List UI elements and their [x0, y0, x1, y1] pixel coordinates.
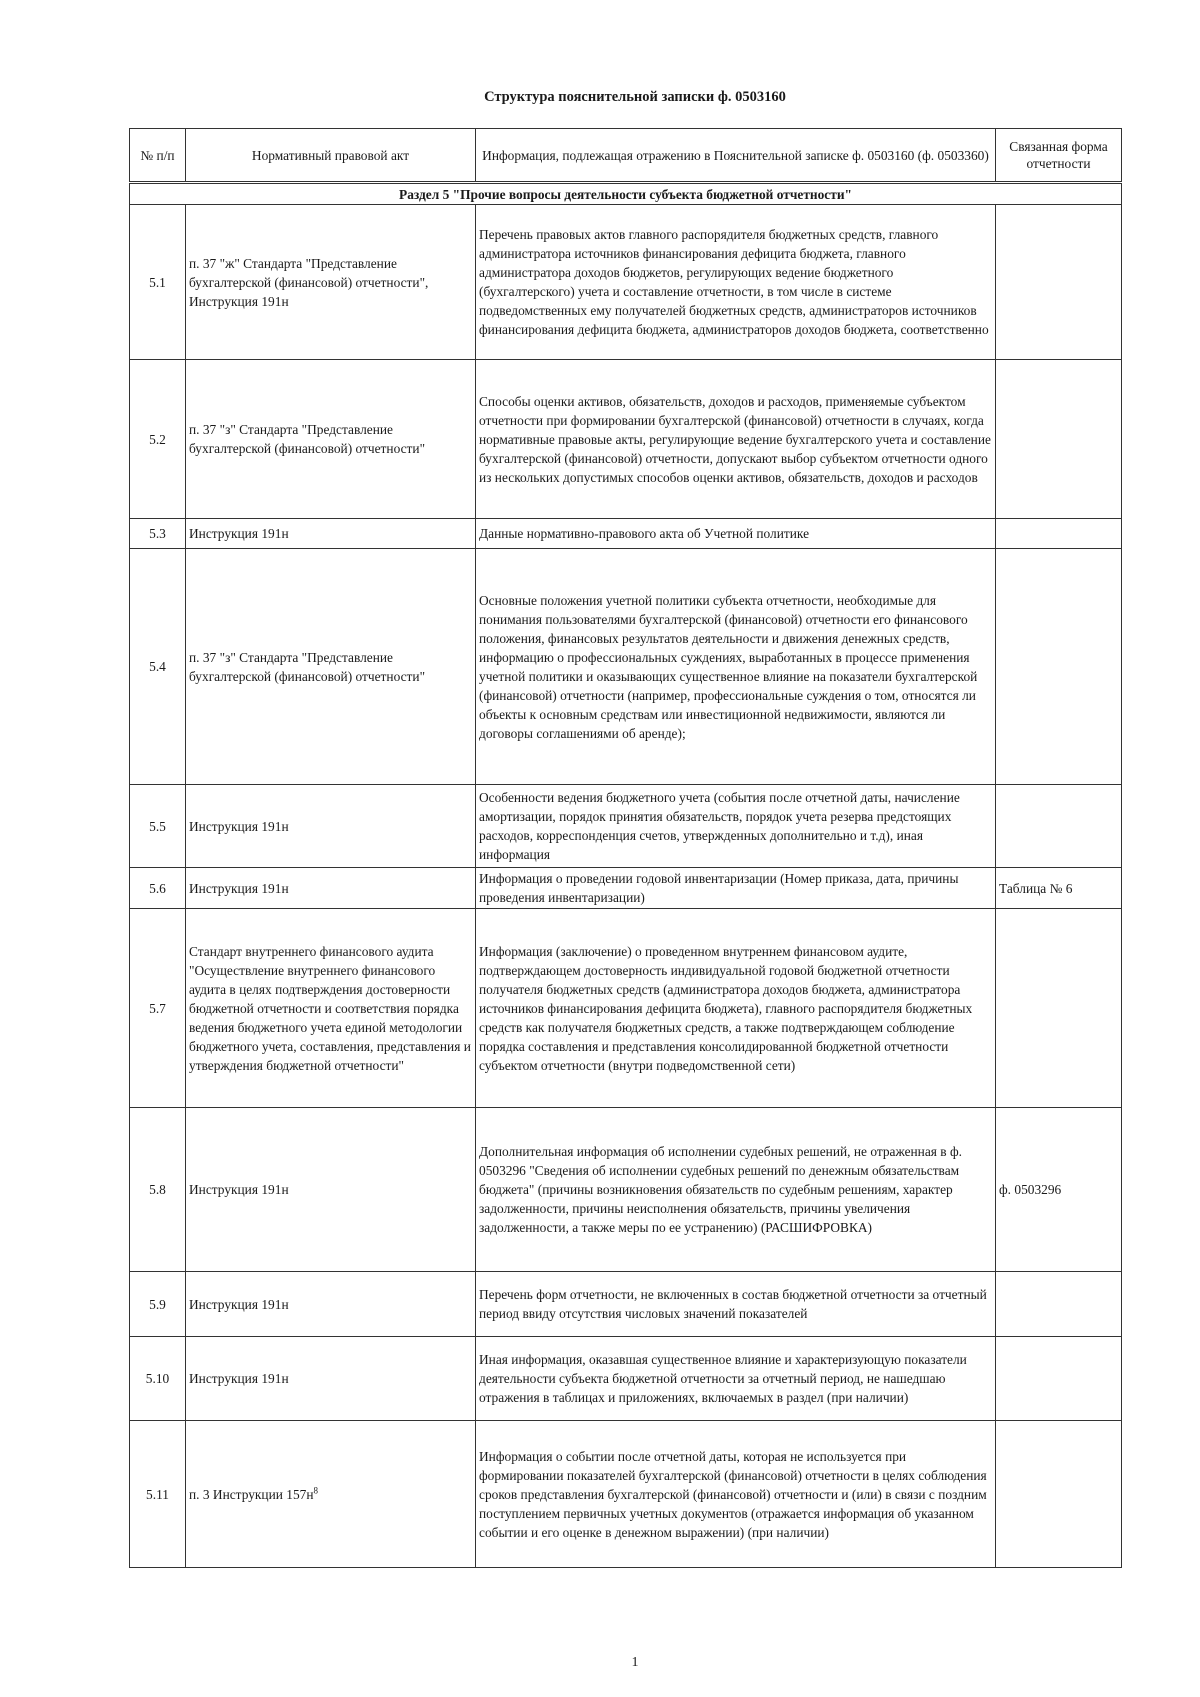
- row-num: 5.4: [130, 549, 186, 785]
- row-act: [186, 1421, 476, 1568]
- row-num: 5.8: [130, 1108, 186, 1272]
- row-num: 5.7: [130, 909, 186, 1108]
- section-row: [130, 183, 1122, 205]
- footnote-marker: 8: [313, 1485, 319, 1496]
- section-title: Раздел 5 "Прочие вопросы деятельности субъекта бюджетной отчетности": [130, 183, 1122, 205]
- row-num: 5.2: [130, 360, 186, 519]
- table-row: [130, 519, 1122, 549]
- row-form: [996, 360, 1122, 519]
- row-info: Информация о проведении годовой инвентаризации (Номер приказа, дата, причины проведения инвентаризации): [476, 868, 996, 909]
- row-info: Иная информация, оказавшая существенное влияние и характеризующую показатели деятельности субъекта бюджетной отчетности за отчетный период, не нашедшаю отражения в таблицах и приложениях, включаемых в раздел (при наличии): [476, 1337, 996, 1421]
- row-act: п. 37 "з" Стандарта "Представление бухгалтерской (финансовой) отчетности": [186, 360, 476, 519]
- row-num: 5.3: [130, 519, 186, 549]
- row-num: 5.9: [130, 1272, 186, 1337]
- row-act: Стандарт внутреннего финансового аудита "Осуществление внутреннего финансового аудита в целях подтверждения достоверности бюджетной отчетности и соответствия порядка ведения бюджетного учета единой методологии бюджетного учета, составления, представления и утверждения бюджетной отчетности": [186, 909, 476, 1108]
- row-act: Инструкция 191н: [186, 868, 476, 909]
- row-info: Способы оценки активов, обязательств, доходов и расходов, применяемые субъектом отчетности при формировании бухгалтерской (финансовой) отчетности в случаях, когда нормативные правовые акты, регулирующие ведение бухгалтерского учета и составление бухгалтерской (финансовой) отчетности, допускают выбор субъектом отчетности одного из нескольких допустимых способов оценки активов, обязательств, доходов и расходов: [476, 360, 996, 519]
- row-num: 5.1: [130, 205, 186, 360]
- row-form: [996, 519, 1122, 549]
- row-form: [996, 549, 1122, 785]
- row-info: Перечень правовых актов главного распорядителя бюджетных средств, главного администратора источников финансирования дефицита бюджета, главного администратора доходов бюджетов, регулирующих ведение бюджетного (бухгалтерского) учета и составление отчетности, в том числе в системе подведомственных ему получателей бюджетных средств, администраторов источников финансирования дефицита бюджета, администраторов доходов бюджета, соответственно: [476, 205, 996, 360]
- page-title: Структура пояснительной записки ф. 0503160: [484, 89, 786, 105]
- row-act-text: п. 3 Инструкции 157н: [189, 1486, 314, 1502]
- table-row: [130, 1421, 1122, 1568]
- row-act: Инструкция 191н: [186, 519, 476, 549]
- structure-table: [129, 128, 1122, 1568]
- header-info: Информация, подлежащая отражению в Пояснительной записке ф. 0503160 (ф. 0503360): [476, 129, 996, 183]
- row-num: 5.5: [130, 785, 186, 868]
- table-row: [130, 205, 1122, 360]
- row-form: [996, 1421, 1122, 1568]
- row-form: [996, 785, 1122, 868]
- table-row: [130, 909, 1122, 1108]
- row-act: Инструкция 191н: [186, 1337, 476, 1421]
- table-row: [130, 549, 1122, 785]
- row-act: Инструкция 191н: [186, 1272, 476, 1337]
- table-row: [130, 785, 1122, 868]
- table-row: [130, 1272, 1122, 1337]
- row-num: 5.11: [130, 1421, 186, 1568]
- row-form: [996, 1272, 1122, 1337]
- row-act: Инструкция 191н: [186, 1108, 476, 1272]
- table-row: [130, 1108, 1122, 1272]
- row-form: ф. 0503296: [996, 1108, 1122, 1272]
- row-info: Основные положения учетной политики субъекта отчетности, необходимые для понимания пользователями бухгалтерской (финансовой) отчетности его финансового положения, финансовых результатов деятельности и движения денежных средств, информацию о профессиональных суждениях, выработанных в процессе применения учетной политики и оказывающих существенное влияние на показатели бухгалтерской (финансовой) отчетности (например, профессиональные суждения о том, относятся ли объекты к основным средствам или инвестиционной недвижимости, являются ли договоры соглашениями об аренде);: [476, 549, 996, 785]
- header-form: Связанная форма отчетности: [996, 129, 1122, 183]
- row-form: [996, 1337, 1122, 1421]
- table-row: [130, 1337, 1122, 1421]
- page-number: 1: [631, 1655, 639, 1670]
- row-info: Данные нормативно-правового акта об Учетной политике: [476, 519, 996, 549]
- table-row: [130, 360, 1122, 519]
- row-act: п. 37 "з" Стандарта "Представление бухгалтерской (финансовой) отчетности": [186, 549, 476, 785]
- header-act: Нормативный правовой акт: [186, 129, 476, 183]
- table-row: [130, 868, 1122, 909]
- header-row: [130, 129, 1122, 183]
- row-info: Информация о событии после отчетной даты, которая не используется при формировании показателей бухгалтерской (финансовой) отчетности в целях соблюдения сроков представления бухгалтерской (финансовой) отчетности и (или) в связи с поздним поступлением первичных учетных документов (отражается информация об указанном событии и его оценке в денежном выражении) (при наличии): [476, 1421, 996, 1568]
- row-num: 5.6: [130, 868, 186, 909]
- row-info: Особенности ведения бюджетного учета (события после отчетной даты, начисление амортизации, порядок принятия обязательств, порядок учета резерва предстоящих расходов, корреспонденция счетов, утвержденных дополнительно и т.д), иная информация: [476, 785, 996, 868]
- row-act: Инструкция 191н: [186, 785, 476, 868]
- row-form: [996, 909, 1122, 1108]
- header-num: № п/п: [130, 129, 186, 183]
- row-form: Таблица № 6: [996, 868, 1122, 909]
- row-info: Перечень форм отчетности, не включенных в состав бюджетной отчетности за отчетный период ввиду отсутствия числовых значений показателей: [476, 1272, 996, 1337]
- row-form: [996, 205, 1122, 360]
- row-info: Информация (заключение) о проведенном внутреннем финансовом аудите, подтверждающем достоверность индивидуальной годовой бюджетной отчетности получателя бюджетных средств (администратора доходов бюджета, администратора источников финансирования дефицита бюджета), главного распорядителя бюджетных средств как получателя бюджетных средств, а также подтверждающем соблюдение порядка составления и представления консолидированной бюджетной отчетности субъектом отчетности (внутри подведомственной сети): [476, 909, 996, 1108]
- row-act: п. 37 "ж" Стандарта "Представление бухгалтерской (финансовой) отчетности", Инструкция 191н: [186, 205, 476, 360]
- row-num: 5.10: [130, 1337, 186, 1421]
- row-info: Дополнительная информация об исполнении судебных решений, не отраженная в ф. 0503296 "Сведения об исполнении судебных решений по денежным обязательствам бюджета" (причины возникновения обязательств по судебным решениям, характер задолженности, причины неисполнения обязательств, причины увеличения задолженности, а также меры по ее устранению) (РАСШИФРОВКА): [476, 1108, 996, 1272]
